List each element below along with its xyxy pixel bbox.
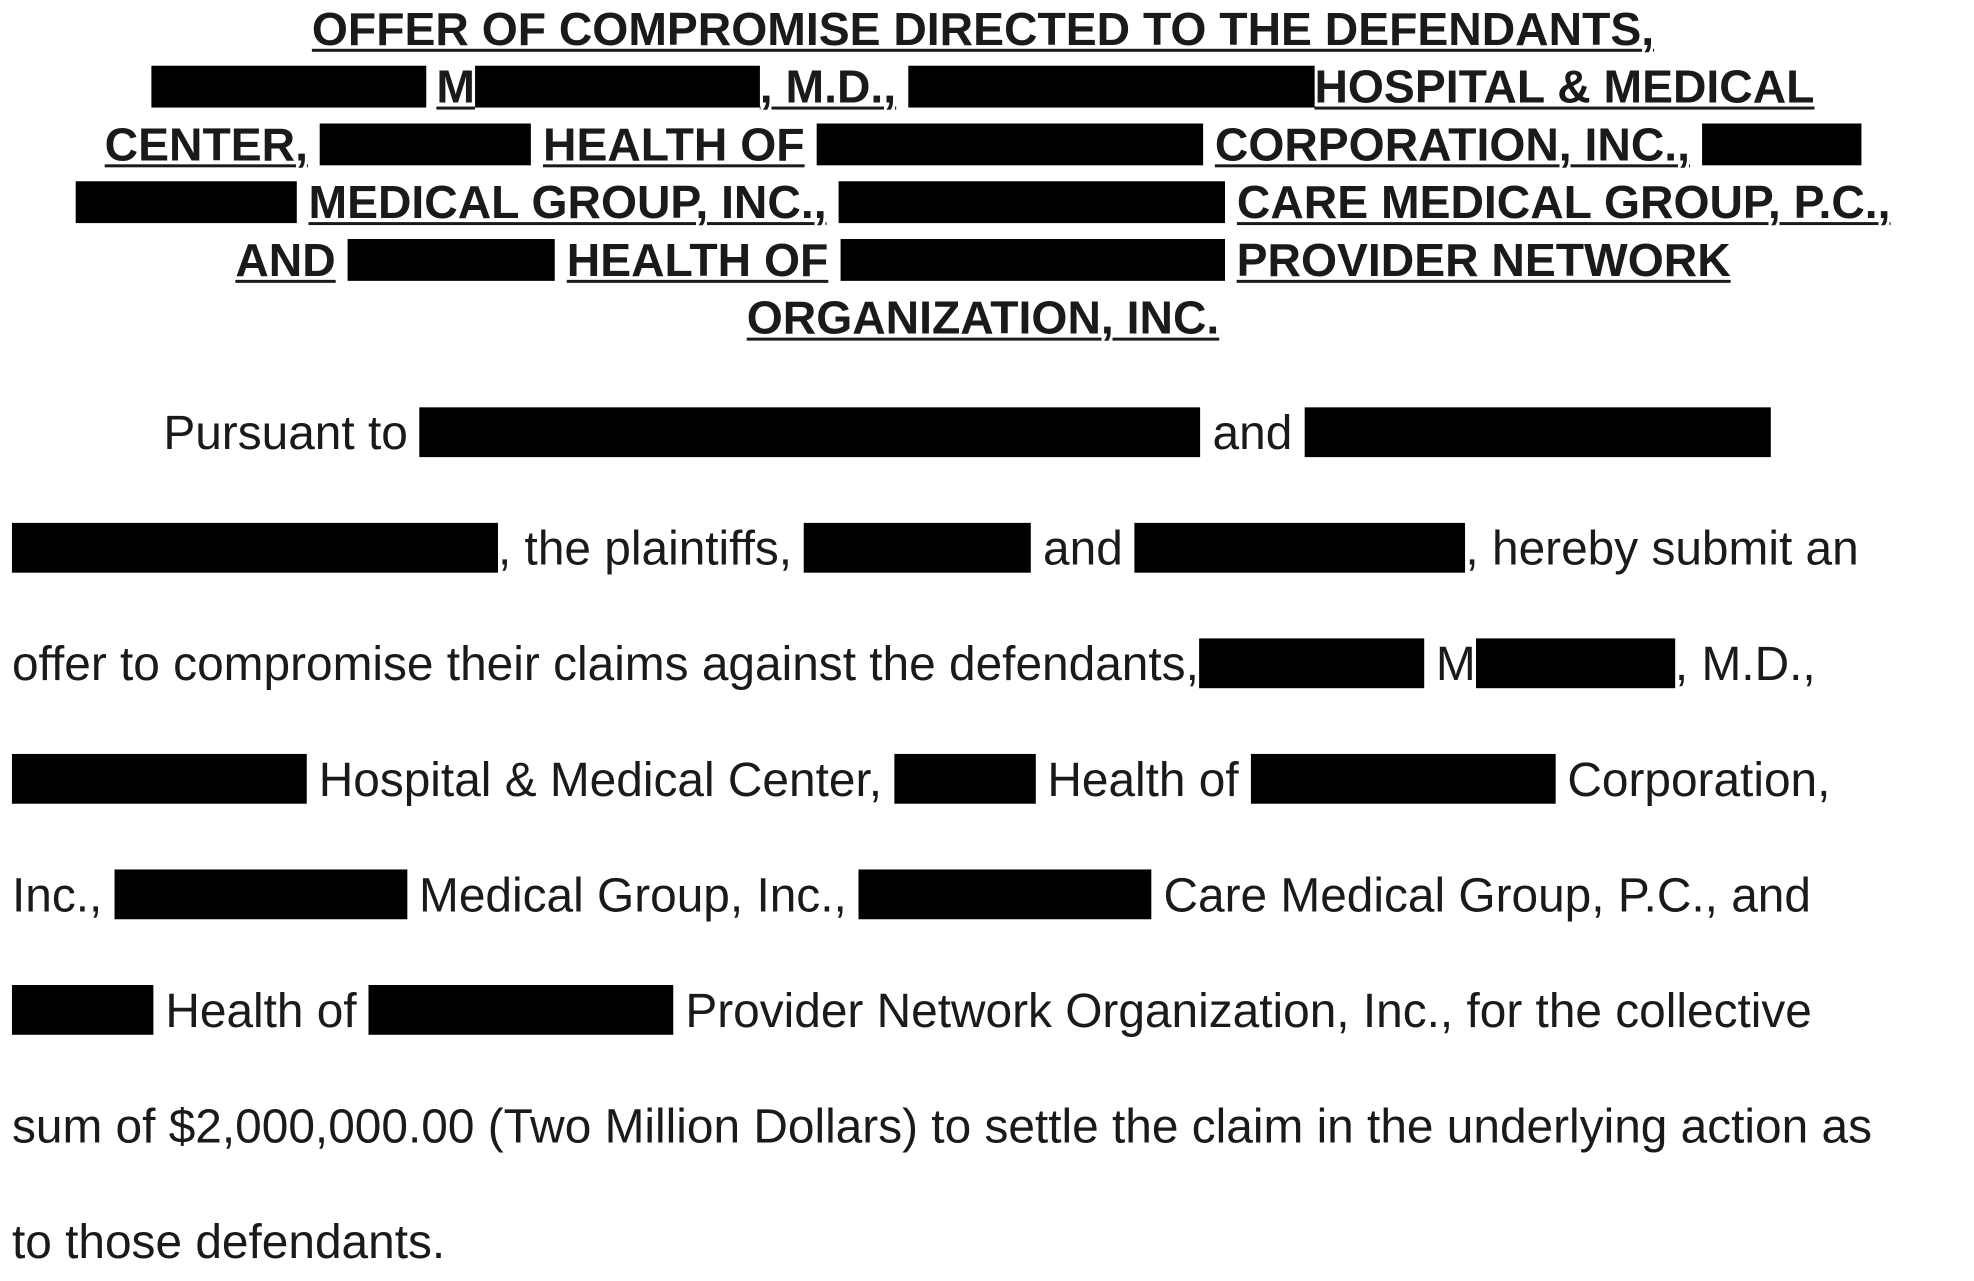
redaction-block <box>475 66 760 108</box>
redaction-block <box>152 66 427 108</box>
title-line-1: OFFER OF COMPROMISE DIRECTED TO THE DEFENDANTS, <box>311 2 1655 55</box>
redaction-block <box>1702 123 1861 165</box>
body-line-6: Health of Provider Network Organization, Inc., for the collective <box>12 982 1812 1042</box>
body-line-8: to those defendants. <box>11 1216 446 1269</box>
redaction-block <box>1251 754 1556 804</box>
redaction-block <box>894 754 1035 804</box>
body-line-4: Hospital & Medical Center, Health of Corporation, <box>12 751 1830 811</box>
body-line-1: Pursuant to and <box>163 404 1770 464</box>
body-line-3: offer to compromise their claims against the defendants, M , M.D., <box>11 638 1816 692</box>
redaction-block <box>114 869 407 919</box>
redaction-block <box>12 754 307 804</box>
redaction-block <box>348 239 555 281</box>
redaction-block <box>840 239 1224 281</box>
redaction-block <box>75 181 296 223</box>
redaction-block <box>1199 638 1424 688</box>
redaction-block <box>12 523 498 573</box>
redaction-block <box>1304 407 1770 457</box>
title-line-6: ORGANIZATION, INC. <box>746 291 1220 344</box>
redaction-block <box>804 523 1031 573</box>
redaction-block <box>908 66 1314 108</box>
body-line-2: , the plaintiffs, and , hereby submit an <box>12 520 1859 580</box>
redaction-block <box>859 869 1152 919</box>
title-line-4: MEDICAL GROUP, INC., CARE MEDICAL GROUP, P.C., <box>0 173 1966 231</box>
body-line-5: Inc., Medical Group, Inc., Care Medical Group, P.C., and <box>11 869 1811 923</box>
title-line-3: CENTER, HEALTH OF CORPORATION, INC., <box>0 116 1966 174</box>
document-title <box>0 0 1966 347</box>
redaction-block <box>1135 523 1466 573</box>
body-line-7: sum of $2,000,000.00 (Two Million Dollars) to settle the claim in the underlying action as <box>11 1100 1873 1154</box>
redaction-block <box>12 985 153 1035</box>
title-line-5: AND HEALTH OF PROVIDER NETWORK <box>235 234 1731 286</box>
redaction-block <box>420 407 1201 457</box>
redaction-block <box>369 985 674 1035</box>
redaction-block <box>320 123 531 165</box>
redaction-block <box>839 181 1225 223</box>
redaction-block <box>817 123 1203 165</box>
title-line-2: M , M.D., HOSPITAL & MEDICAL <box>0 58 1966 116</box>
redaction-block <box>1476 638 1675 688</box>
